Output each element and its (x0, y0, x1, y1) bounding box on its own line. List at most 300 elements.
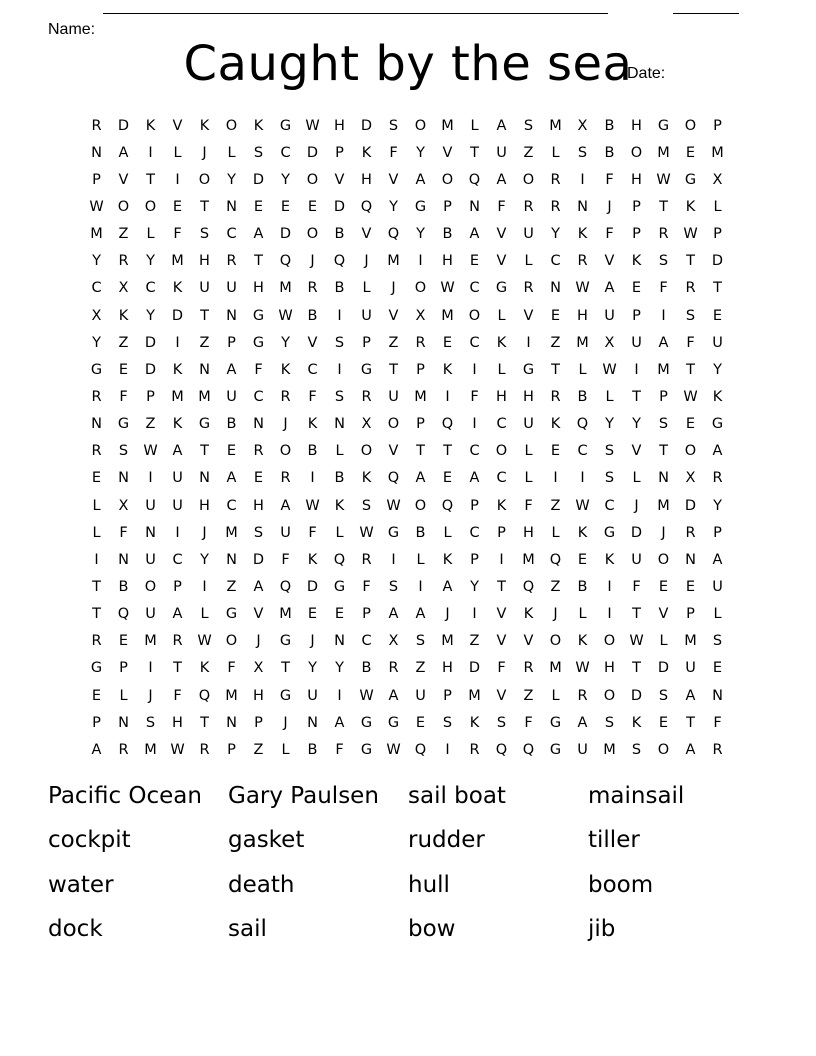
grid-letter[interactable]: O (522, 171, 535, 188)
grid-letter[interactable]: B (577, 388, 588, 405)
grid-letter[interactable]: O (414, 280, 427, 297)
grid-letter[interactable]: W (575, 660, 590, 677)
grid-letter[interactable]: A (496, 171, 507, 188)
grid-letter[interactable]: O (144, 578, 157, 595)
grid-letter[interactable]: I (472, 606, 477, 623)
grid-letter[interactable]: T (551, 361, 560, 378)
date-input-line[interactable] (673, 13, 739, 14)
grid-letter[interactable]: M (549, 660, 562, 677)
grid-letter[interactable]: P (146, 388, 155, 405)
grid-letter[interactable]: H (523, 388, 534, 405)
grid-letter[interactable]: F (632, 578, 641, 595)
grid-letter[interactable]: S (145, 714, 156, 731)
grid-letter[interactable]: H (361, 171, 372, 188)
grid-letter[interactable]: I (607, 606, 612, 623)
grid-letter[interactable]: Q (495, 741, 508, 758)
grid-letter[interactable]: C (577, 443, 588, 460)
grid-letter[interactable]: B (307, 741, 318, 758)
grid-letter[interactable]: M (522, 551, 535, 568)
grid-letter[interactable]: G (684, 171, 697, 188)
grid-letter[interactable]: A (388, 687, 399, 704)
grid-letter[interactable]: N (226, 198, 237, 215)
grid-letter[interactable]: K (118, 307, 129, 324)
grid-letter[interactable]: L (173, 144, 182, 161)
grid-letter[interactable]: P (254, 714, 263, 731)
grid-letter[interactable]: R (226, 253, 237, 270)
grid-letter[interactable]: N (118, 470, 129, 487)
grid-letter[interactable]: K (334, 497, 345, 514)
grid-letter[interactable]: O (684, 117, 697, 134)
grid-letter[interactable]: V (523, 307, 534, 324)
grid-letter[interactable]: H (199, 497, 210, 514)
grid-letter[interactable]: K (469, 714, 480, 731)
grid-letter[interactable]: P (227, 334, 236, 351)
grid-letter[interactable]: D (171, 307, 184, 324)
grid-letter[interactable]: Y (713, 497, 722, 514)
grid-letter[interactable]: P (713, 117, 722, 134)
grid-letter[interactable]: K (577, 524, 588, 541)
grid-letter[interactable]: Y (470, 578, 479, 595)
grid-letter[interactable]: N (469, 198, 480, 215)
grid-letter[interactable]: Z (145, 416, 156, 433)
grid-letter[interactable]: Q (279, 578, 292, 595)
grid-letter[interactable]: V (496, 226, 507, 243)
grid-letter[interactable]: P (416, 361, 425, 378)
grid-letter[interactable]: Y (146, 307, 155, 324)
grid-letter[interactable]: M (684, 633, 697, 650)
grid-letter[interactable]: D (468, 660, 481, 677)
grid-letter[interactable]: W (170, 741, 185, 758)
grid-letter[interactable]: Q (468, 171, 481, 188)
grid-letter[interactable]: E (658, 578, 669, 595)
grid-letter[interactable]: E (577, 551, 588, 568)
grid-letter[interactable]: G (657, 117, 670, 134)
grid-letter[interactable]: V (118, 171, 129, 188)
grid-letter[interactable]: U (712, 334, 723, 351)
grid-letter[interactable]: L (632, 470, 641, 487)
grid-letter[interactable]: P (173, 578, 182, 595)
grid-letter[interactable]: K (307, 551, 318, 568)
grid-letter[interactable]: K (550, 416, 561, 433)
grid-letter[interactable]: B (442, 226, 453, 243)
grid-letter[interactable]: D (684, 497, 697, 514)
grid-letter[interactable]: B (415, 524, 426, 541)
grid-letter[interactable]: X (361, 416, 372, 433)
grid-letter[interactable]: C (496, 416, 507, 433)
grid-letter[interactable]: F (524, 497, 533, 514)
grid-letter[interactable]: A (253, 578, 264, 595)
grid-letter[interactable]: R (280, 388, 291, 405)
grid-letter[interactable]: S (658, 416, 669, 433)
grid-letter[interactable]: K (145, 117, 156, 134)
grid-letter[interactable]: E (280, 198, 291, 215)
grid-letter[interactable]: I (526, 334, 531, 351)
grid-letter[interactable]: P (92, 714, 101, 731)
grid-letter[interactable]: L (92, 524, 101, 541)
grid-letter[interactable]: P (119, 660, 128, 677)
grid-letter[interactable]: H (253, 687, 264, 704)
grid-letter[interactable]: V (172, 117, 183, 134)
grid-letter[interactable]: G (333, 578, 346, 595)
grid-letter[interactable]: N (118, 551, 129, 568)
grid-letter[interactable]: K (361, 470, 372, 487)
grid-letter[interactable]: L (200, 606, 209, 623)
grid-letter[interactable]: F (497, 660, 506, 677)
grid-letter[interactable]: S (415, 633, 426, 650)
grid-letter[interactable]: L (119, 687, 128, 704)
grid-letter[interactable]: M (549, 117, 562, 134)
grid-letter[interactable]: G (522, 361, 535, 378)
grid-letter[interactable]: S (361, 497, 372, 514)
grid-letter[interactable]: B (334, 280, 345, 297)
grid-letter[interactable]: M (441, 307, 454, 324)
grid-letter[interactable]: A (172, 606, 183, 623)
grid-letter[interactable]: I (445, 741, 450, 758)
grid-letter[interactable]: E (307, 606, 318, 623)
grid-letter[interactable]: W (89, 198, 104, 215)
grid-letter[interactable]: J (634, 497, 639, 514)
grid-letter[interactable]: J (310, 633, 315, 650)
grid-letter[interactable]: V (496, 253, 507, 270)
grid-letter[interactable]: S (334, 334, 345, 351)
grid-letter[interactable]: E (118, 633, 129, 650)
grid-letter[interactable]: X (118, 280, 129, 297)
grid-letter[interactable]: V (496, 633, 507, 650)
grid-letter[interactable]: L (551, 524, 560, 541)
grid-letter[interactable]: Q (441, 497, 454, 514)
grid-letter[interactable]: P (443, 198, 452, 215)
grid-letter[interactable]: T (200, 443, 209, 460)
grid-letter[interactable]: D (333, 198, 346, 215)
grid-letter[interactable]: U (604, 307, 615, 324)
grid-letter[interactable]: M (603, 741, 616, 758)
grid-letter[interactable]: Y (281, 334, 290, 351)
grid-letter[interactable]: K (442, 361, 453, 378)
grid-letter[interactable]: I (634, 361, 639, 378)
grid-letter[interactable]: X (712, 171, 723, 188)
grid-letter[interactable]: A (712, 551, 723, 568)
grid-letter[interactable]: A (685, 741, 696, 758)
grid-letter[interactable]: F (227, 660, 236, 677)
grid-letter[interactable]: M (198, 388, 211, 405)
grid-letter[interactable]: P (362, 334, 371, 351)
grid-letter[interactable]: O (684, 443, 697, 460)
grid-letter[interactable]: L (497, 361, 506, 378)
grid-letter[interactable]: C (361, 633, 372, 650)
grid-letter[interactable]: I (499, 551, 504, 568)
grid-letter[interactable]: A (226, 361, 237, 378)
grid-letter[interactable]: R (658, 226, 669, 243)
grid-letter[interactable]: Z (226, 578, 237, 595)
grid-letter[interactable]: U (631, 551, 642, 568)
grid-letter[interactable]: S (658, 253, 669, 270)
grid-letter[interactable]: S (253, 144, 264, 161)
grid-letter[interactable]: Q (414, 741, 427, 758)
grid-letter[interactable]: R (307, 280, 318, 297)
grid-letter[interactable]: Y (416, 144, 425, 161)
grid-letter[interactable]: I (175, 524, 180, 541)
grid-letter[interactable]: H (631, 117, 642, 134)
grid-letter[interactable]: R (361, 551, 372, 568)
grid-letter[interactable]: X (253, 660, 264, 677)
grid-letter[interactable]: R (388, 660, 399, 677)
grid-letter[interactable]: U (577, 741, 588, 758)
grid-letter[interactable]: W (386, 741, 401, 758)
grid-letter[interactable]: F (308, 524, 317, 541)
grid-letter[interactable]: M (657, 144, 670, 161)
grid-letter[interactable]: L (578, 606, 587, 623)
grid-letter[interactable]: Y (551, 226, 560, 243)
grid-letter[interactable]: W (656, 171, 671, 188)
grid-letter[interactable]: Q (522, 741, 535, 758)
grid-letter[interactable]: C (469, 280, 480, 297)
grid-letter[interactable]: W (197, 633, 212, 650)
grid-letter[interactable]: E (685, 144, 696, 161)
grid-letter[interactable]: Q (333, 551, 346, 568)
grid-letter[interactable]: K (307, 416, 318, 433)
grid-letter[interactable]: U (172, 497, 183, 514)
grid-letter[interactable]: M (279, 280, 292, 297)
grid-letter[interactable]: I (337, 687, 342, 704)
grid-letter[interactable]: H (604, 660, 615, 677)
grid-letter[interactable]: U (415, 687, 426, 704)
grid-letter[interactable]: X (91, 307, 102, 324)
grid-letter[interactable]: K (712, 388, 723, 405)
grid-letter[interactable]: R (523, 660, 534, 677)
grid-letter[interactable]: W (575, 280, 590, 297)
grid-letter[interactable]: K (631, 714, 642, 731)
grid-letter[interactable]: L (605, 388, 614, 405)
grid-letter[interactable]: N (226, 551, 237, 568)
grid-letter[interactable]: T (686, 714, 695, 731)
grid-letter[interactable]: F (389, 144, 398, 161)
grid-letter[interactable]: S (442, 714, 453, 731)
grid-letter[interactable]: M (576, 334, 589, 351)
grid-letter[interactable]: G (90, 361, 103, 378)
grid-letter[interactable]: U (145, 551, 156, 568)
grid-letter[interactable]: G (198, 416, 211, 433)
grid-letter[interactable]: T (254, 253, 263, 270)
grid-letter[interactable]: H (496, 388, 507, 405)
grid-letter[interactable]: U (172, 470, 183, 487)
grid-letter[interactable]: R (415, 334, 426, 351)
grid-letter[interactable]: C (172, 551, 183, 568)
grid-letter[interactable]: N (226, 714, 237, 731)
grid-letter[interactable]: M (225, 524, 238, 541)
grid-letter[interactable]: S (388, 117, 399, 134)
grid-letter[interactable]: B (307, 307, 318, 324)
grid-letter[interactable]: V (442, 144, 453, 161)
grid-letter[interactable]: Y (335, 660, 344, 677)
grid-letter[interactable]: H (253, 280, 264, 297)
grid-letter[interactable]: Y (632, 416, 641, 433)
grid-letter[interactable]: F (605, 226, 614, 243)
grid-letter[interactable]: L (470, 117, 479, 134)
grid-letter[interactable]: A (280, 497, 291, 514)
grid-letter[interactable]: I (661, 307, 666, 324)
grid-letter[interactable]: D (360, 117, 373, 134)
grid-letter[interactable]: K (685, 198, 696, 215)
grid-letter[interactable]: I (202, 578, 207, 595)
grid-letter[interactable]: Z (118, 226, 129, 243)
grid-letter[interactable]: R (469, 741, 480, 758)
grid-letter[interactable]: W (683, 226, 698, 243)
grid-letter[interactable]: L (362, 280, 371, 297)
grid-letter[interactable]: Z (550, 334, 561, 351)
grid-letter[interactable]: O (414, 497, 427, 514)
grid-letter[interactable]: K (172, 416, 183, 433)
grid-letter[interactable]: Q (360, 198, 373, 215)
grid-letter[interactable]: H (442, 660, 453, 677)
grid-letter[interactable]: Q (333, 253, 346, 270)
grid-letter[interactable]: Z (523, 144, 534, 161)
grid-letter[interactable]: E (253, 198, 264, 215)
grid-letter[interactable]: H (442, 253, 453, 270)
grid-letter[interactable]: A (415, 606, 426, 623)
grid-letter[interactable]: P (227, 741, 236, 758)
grid-letter[interactable]: A (658, 334, 669, 351)
grid-letter[interactable]: E (685, 416, 696, 433)
grid-letter[interactable]: E (253, 470, 264, 487)
grid-letter[interactable]: K (280, 361, 291, 378)
grid-letter[interactable]: R (685, 280, 696, 297)
grid-letter[interactable]: Z (469, 633, 480, 650)
grid-letter[interactable]: U (361, 307, 372, 324)
grid-letter[interactable]: T (443, 443, 452, 460)
grid-letter[interactable]: O (468, 307, 481, 324)
grid-letter[interactable]: O (144, 198, 157, 215)
grid-letter[interactable]: Q (117, 606, 130, 623)
grid-letter[interactable]: F (497, 198, 506, 215)
grid-letter[interactable]: R (280, 470, 291, 487)
grid-letter[interactable]: P (686, 606, 695, 623)
grid-letter[interactable]: Y (281, 171, 290, 188)
grid-letter[interactable]: T (173, 660, 182, 677)
grid-letter[interactable]: E (172, 198, 183, 215)
grid-letter[interactable]: U (145, 606, 156, 623)
grid-letter[interactable]: E (334, 606, 345, 623)
grid-letter[interactable]: G (360, 741, 373, 758)
grid-letter[interactable]: I (472, 361, 477, 378)
grid-letter[interactable]: V (388, 171, 399, 188)
grid-letter[interactable]: O (630, 144, 643, 161)
grid-letter[interactable]: E (226, 443, 237, 460)
grid-letter[interactable]: G (279, 117, 292, 134)
grid-letter[interactable]: K (361, 144, 372, 161)
grid-letter[interactable]: L (146, 226, 155, 243)
grid-letter[interactable]: Q (522, 578, 535, 595)
grid-letter[interactable]: B (226, 416, 237, 433)
grid-letter[interactable]: R (118, 741, 129, 758)
grid-letter[interactable]: P (416, 416, 425, 433)
grid-letter[interactable]: D (252, 171, 265, 188)
grid-letter[interactable]: P (470, 497, 479, 514)
grid-letter[interactable]: Z (388, 334, 399, 351)
grid-letter[interactable]: X (415, 307, 426, 324)
grid-letter[interactable]: K (604, 551, 615, 568)
grid-letter[interactable]: M (657, 361, 670, 378)
grid-letter[interactable]: S (523, 117, 534, 134)
grid-letter[interactable]: R (172, 633, 183, 650)
grid-letter[interactable]: J (283, 714, 288, 731)
grid-letter[interactable]: E (631, 280, 642, 297)
grid-letter[interactable]: J (391, 280, 396, 297)
grid-letter[interactable]: M (441, 633, 454, 650)
grid-letter[interactable]: G (279, 633, 292, 650)
grid-letter[interactable]: I (175, 334, 180, 351)
grid-letter[interactable]: M (225, 687, 238, 704)
grid-letter[interactable]: O (198, 171, 211, 188)
grid-letter[interactable]: B (118, 578, 129, 595)
grid-letter[interactable]: F (173, 226, 182, 243)
grid-letter[interactable]: R (577, 687, 588, 704)
grid-letter[interactable]: F (173, 687, 182, 704)
grid-letter[interactable]: O (603, 633, 616, 650)
grid-letter[interactable]: J (445, 606, 450, 623)
grid-letter[interactable]: F (470, 388, 479, 405)
grid-letter[interactable]: U (226, 388, 237, 405)
grid-letter[interactable]: A (334, 714, 345, 731)
grid-letter[interactable]: Y (200, 551, 209, 568)
grid-letter[interactable]: L (92, 497, 101, 514)
grid-letter[interactable]: M (171, 388, 184, 405)
grid-letter[interactable]: J (310, 253, 315, 270)
grid-letter[interactable]: R (712, 741, 723, 758)
grid-letter[interactable]: J (364, 253, 369, 270)
grid-letter[interactable]: J (148, 687, 153, 704)
grid-letter[interactable]: T (713, 280, 722, 297)
grid-letter[interactable]: X (118, 497, 129, 514)
grid-letter[interactable]: D (306, 144, 319, 161)
grid-letter[interactable]: G (252, 334, 265, 351)
grid-letter[interactable]: J (661, 524, 666, 541)
grid-letter[interactable]: P (632, 198, 641, 215)
grid-letter[interactable]: R (91, 443, 102, 460)
grid-letter[interactable]: W (602, 361, 617, 378)
grid-letter[interactable]: A (604, 280, 615, 297)
grid-letter[interactable]: D (279, 226, 292, 243)
grid-letter[interactable]: F (524, 714, 533, 731)
grid-letter[interactable]: J (283, 416, 288, 433)
grid-letter[interactable]: P (659, 388, 668, 405)
grid-letter[interactable]: S (658, 687, 669, 704)
grid-letter[interactable]: H (172, 714, 183, 731)
grid-letter[interactable]: T (686, 361, 695, 378)
grid-letter[interactable]: J (553, 606, 558, 623)
grid-letter[interactable]: C (280, 144, 291, 161)
grid-letter[interactable]: N (118, 714, 129, 731)
grid-letter[interactable]: E (685, 578, 696, 595)
grid-letter[interactable]: N (658, 470, 669, 487)
grid-letter[interactable]: B (604, 144, 615, 161)
grid-letter[interactable]: Q (387, 470, 400, 487)
grid-letter[interactable]: F (686, 334, 695, 351)
grid-letter[interactable]: C (145, 280, 156, 297)
grid-letter[interactable]: K (442, 551, 453, 568)
grid-letter[interactable]: P (443, 687, 452, 704)
grid-letter[interactable]: R (577, 253, 588, 270)
grid-letter[interactable]: I (580, 171, 585, 188)
grid-letter[interactable]: N (253, 416, 264, 433)
grid-letter[interactable]: A (469, 470, 480, 487)
grid-letter[interactable]: S (388, 578, 399, 595)
grid-letter[interactable]: L (335, 443, 344, 460)
grid-letter[interactable]: A (172, 443, 183, 460)
grid-letter[interactable]: O (441, 171, 454, 188)
grid-letter[interactable]: L (497, 307, 506, 324)
grid-letter[interactable]: T (92, 578, 101, 595)
grid-letter[interactable]: A (469, 226, 480, 243)
